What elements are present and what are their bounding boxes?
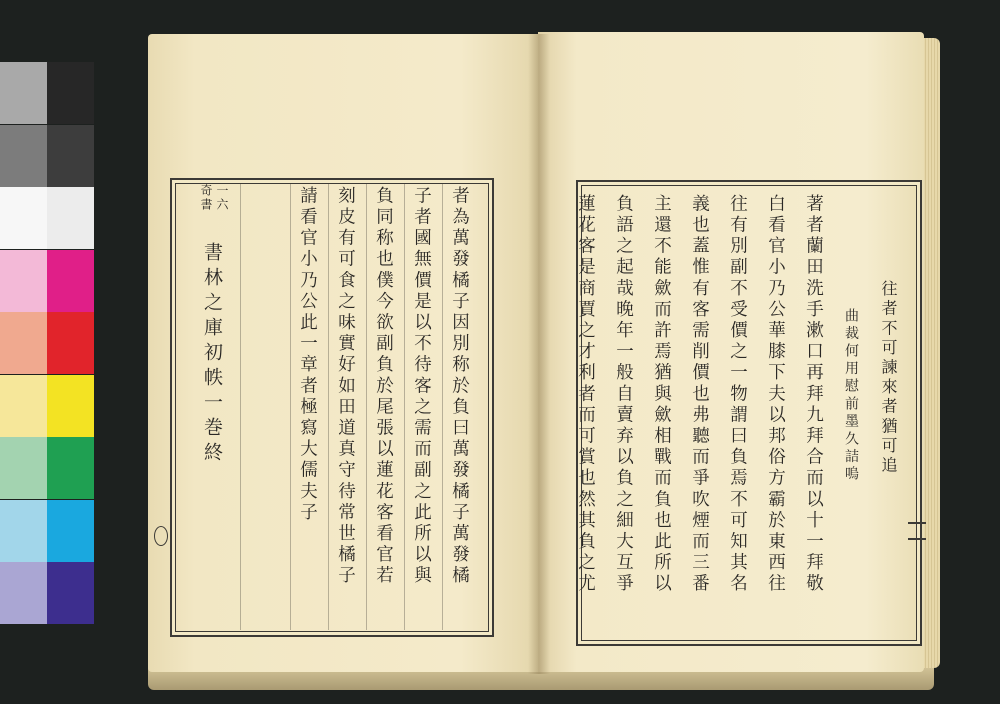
column-rule	[290, 184, 291, 630]
header-small-text: 奇書	[199, 184, 213, 212]
calibration-patch	[47, 312, 94, 374]
margin-mark	[154, 526, 168, 546]
calibration-patch	[0, 562, 47, 624]
right-text-column: 白看官小乃公華膝下夫以邦俗方霸於東西往	[765, 194, 786, 595]
calibration-patch	[0, 125, 47, 187]
book-title: 書林之庫初帙一巻終	[201, 242, 223, 467]
calibration-patch	[47, 125, 94, 187]
open-book	[140, 28, 940, 696]
calibration-patch	[0, 375, 47, 437]
column-rule	[366, 184, 367, 630]
calibration-patch	[0, 187, 47, 249]
right-text-column: 主還不能歛而許焉猶與歛相戰而負也此所以	[651, 194, 672, 595]
right-text-column: 曲裁何用慰前墨久詰嗚	[843, 308, 859, 484]
right-text-column: 往有別副不受價之一物謂曰負焉不可知其名	[727, 194, 748, 595]
color-calibration-strip	[0, 62, 95, 624]
column-rule	[442, 184, 443, 630]
calibration-patch	[0, 312, 47, 374]
calibration-patch	[0, 500, 47, 562]
left-text-column: 刻皮有可食之味實好如田道真守待常世橘子	[335, 186, 356, 587]
right-margin-mark	[908, 522, 926, 540]
book-gutter	[528, 34, 550, 674]
calibration-patch	[0, 437, 47, 499]
right-text-column: 往者不可諫來者猶可追	[879, 280, 898, 476]
calibration-patch	[47, 62, 94, 124]
column-rule	[240, 184, 241, 630]
calibration-patch	[47, 375, 94, 437]
calibration-patch	[47, 437, 94, 499]
right-text-column: 蓮花客是商賈之才利者而可賞也然其負之尤	[575, 194, 596, 595]
calibration-patch	[47, 500, 94, 562]
header-small-text: 一六	[215, 184, 229, 212]
left-text-column: 負同称也僕今欲副負於尾張以蓮花客看官若	[373, 186, 394, 587]
calibration-patch	[0, 250, 47, 312]
calibration-patch	[47, 562, 94, 624]
calibration-patch	[47, 250, 94, 312]
left-text-column: 請看官小乃公此一章者極寫大儒夫子	[297, 186, 318, 524]
left-text-column: 子者國無價是以不待客之需而副之此所以與	[411, 186, 432, 587]
column-rule	[404, 184, 405, 630]
calibration-patch	[0, 62, 47, 124]
calibration-patch	[47, 187, 94, 249]
right-text-column: 負語之起哉晚年一般自賣弃以負之細大互爭	[613, 194, 634, 595]
column-rule	[328, 184, 329, 630]
right-text-column: 著者蘭田洗手漱口再拜九拜合而以十一拜敬	[803, 194, 824, 595]
left-text-column: 者為萬發橘子因別称於負曰萬發橘子萬發橘	[449, 186, 470, 587]
right-text-column: 義也蓋惟有客需削價也弗聽而爭吹煙而三番	[689, 194, 710, 595]
